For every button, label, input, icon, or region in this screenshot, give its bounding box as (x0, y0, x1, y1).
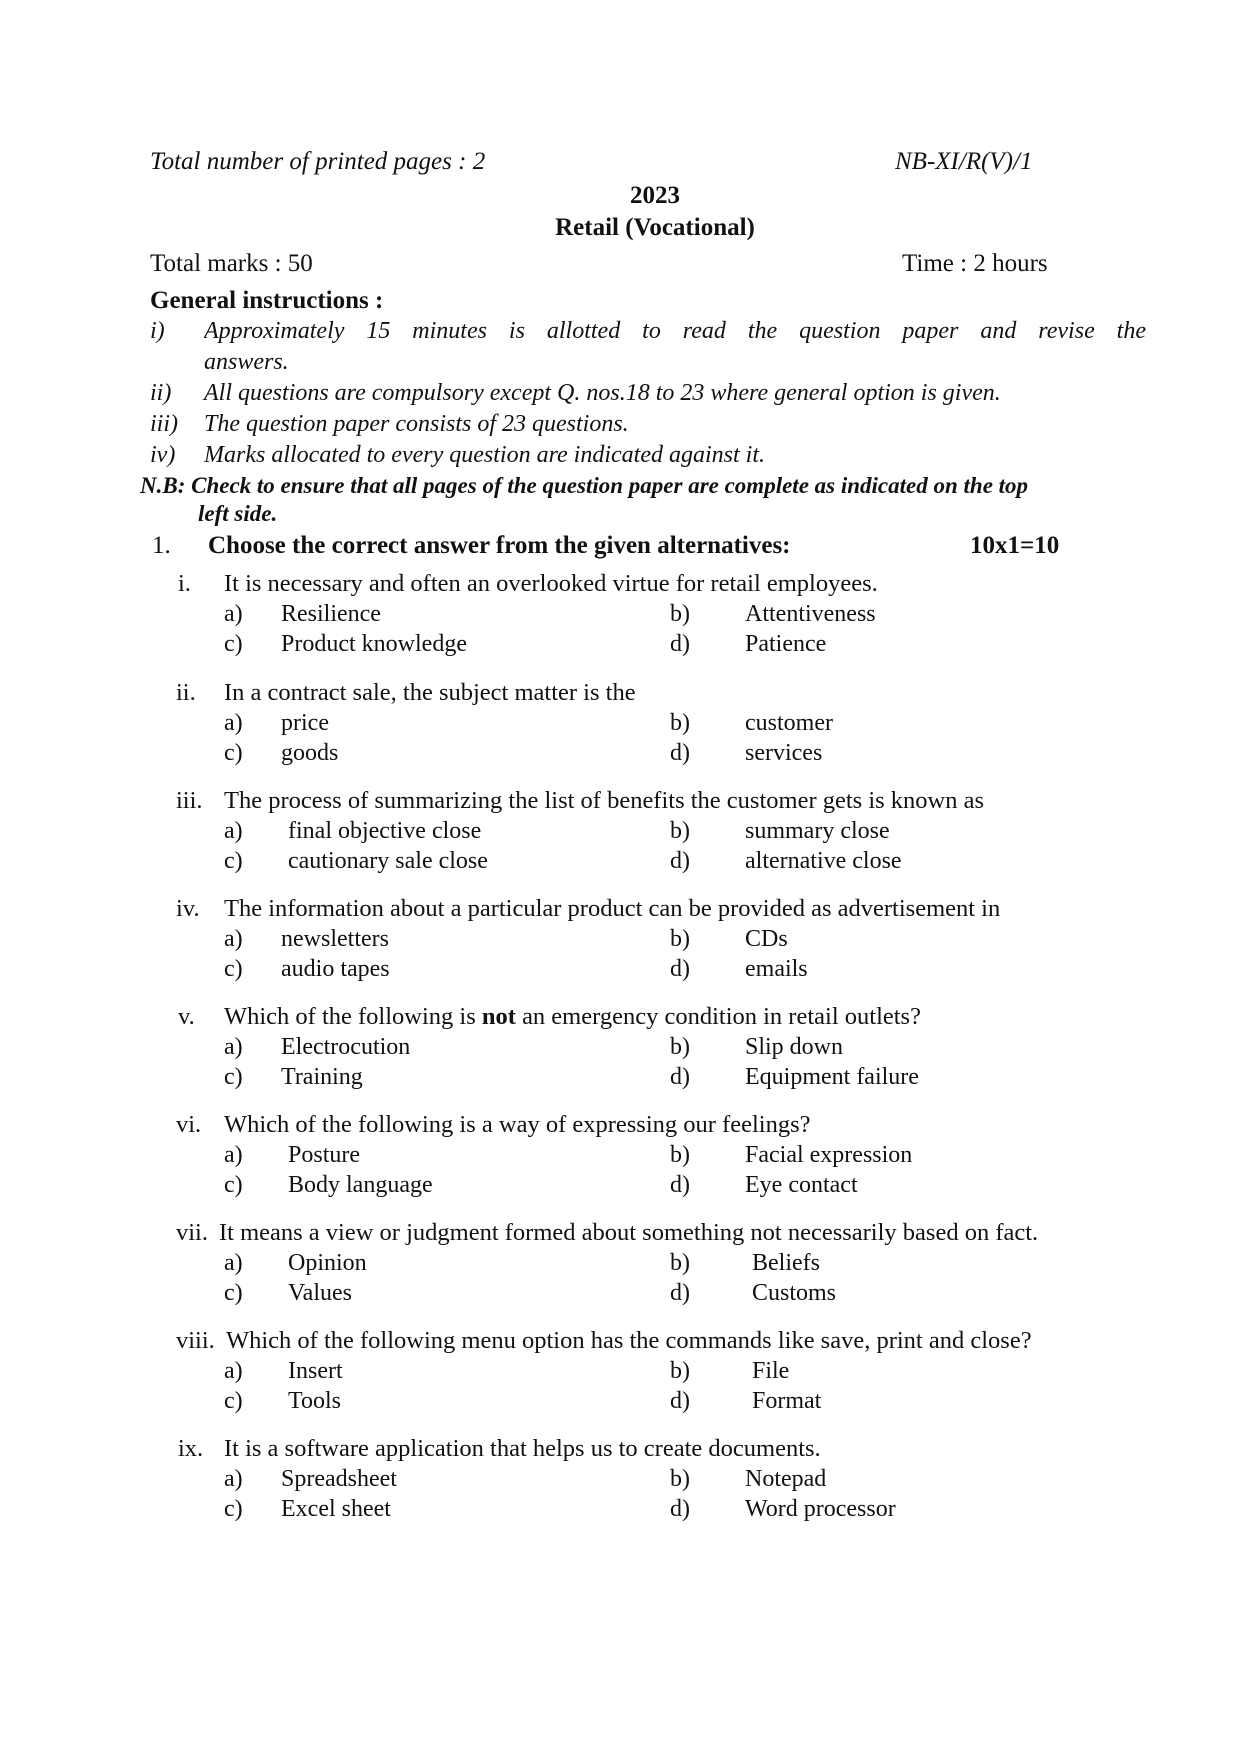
option-label: b) (670, 1034, 690, 1060)
option-label: b) (670, 1466, 690, 1492)
option-a: final objective close (288, 818, 482, 844)
option-d: Equipment failure (745, 1064, 919, 1090)
question-text: It means a view or judgment formed about something not necessarily based on fact. (219, 1219, 1039, 1246)
option-a: Posture (288, 1142, 360, 1168)
option-label: d) (670, 1280, 690, 1306)
option-label: c) (224, 631, 243, 657)
instruction-text: All questions are compulsory except Q. nos.18 to 23 where general option is given. (204, 380, 1001, 406)
question-number: ii. (176, 679, 196, 706)
option-label: a) (224, 1250, 243, 1276)
option-label: c) (224, 848, 243, 874)
option-a: newsletters (281, 926, 389, 952)
question-number: vii. (176, 1219, 208, 1246)
option-label: d) (670, 1064, 690, 1090)
instruction-text-continued: answers. (204, 349, 289, 375)
option-c: Excel sheet (281, 1496, 391, 1522)
question-number: vi. (176, 1111, 202, 1138)
option-label: c) (224, 740, 243, 766)
option-d: Word processor (745, 1496, 896, 1522)
option-c: audio tapes (281, 956, 390, 982)
option-d: Patience (745, 631, 827, 657)
question-text: Which of the following menu option has the commands like save, print and close? (226, 1327, 1032, 1354)
option-c: goods (281, 740, 339, 766)
option-a: Insert (288, 1358, 343, 1384)
section-number: 1. (152, 532, 171, 559)
option-label: a) (224, 1358, 243, 1384)
instruction-text: Marks allocated to every question are indicated against it. (204, 442, 765, 468)
option-label: c) (224, 1064, 243, 1090)
option-d: services (745, 740, 823, 766)
option-label: b) (670, 710, 690, 736)
option-d: Customs (752, 1280, 837, 1306)
option-label: d) (670, 631, 690, 657)
instruction-number: iv) (150, 442, 176, 468)
question-text: In a contract sale, the subject matter is the (224, 679, 636, 706)
option-b: Beliefs (752, 1250, 820, 1276)
option-label: d) (670, 956, 690, 982)
option-label: a) (224, 926, 243, 952)
option-label: b) (670, 1250, 690, 1276)
question-number: v. (178, 1003, 195, 1030)
instruction-text: The question paper consists of 23 questions. (204, 411, 629, 437)
option-label: a) (224, 601, 243, 627)
option-b: Notepad (745, 1466, 827, 1492)
option-label: a) (224, 1466, 243, 1492)
option-label: a) (224, 1142, 243, 1168)
question-number: viii. (176, 1327, 215, 1354)
question-text: The information about a particular product can be provided as advertisement in (224, 895, 1001, 922)
question-number: iv. (176, 895, 200, 922)
option-a: Spreadsheet (281, 1466, 397, 1492)
option-label: a) (224, 818, 243, 844)
time-allowed: Time : 2 hours (902, 250, 1048, 277)
option-b: customer (745, 710, 833, 736)
question-text: It is necessary and often an overlooked virtue for retail employees. (224, 570, 878, 597)
option-c: cautionary sale close (288, 848, 488, 874)
question-text-end: an emergency condition in retail outlets? (515, 1003, 921, 1030)
option-c: Training (281, 1064, 363, 1090)
option-label: c) (224, 1172, 243, 1198)
section-title: Choose the correct answer from the given alternatives: (208, 532, 791, 559)
option-label: b) (670, 818, 690, 844)
question-text: It is a software application that helps us to create documents. (224, 1435, 821, 1462)
option-label: c) (224, 1280, 243, 1306)
nb-note: N.B: Check to ensure that all pages of the question paper are complete as indicated on the top (140, 473, 1029, 498)
option-label: d) (670, 1496, 690, 1522)
option-label: b) (670, 601, 690, 627)
option-b: CDs (745, 926, 788, 952)
instructions-heading: General instructions : (150, 287, 384, 314)
option-b: Facial expression (745, 1142, 913, 1168)
option-d: emails (745, 956, 808, 982)
nb-note-continued: left side. (198, 501, 278, 526)
option-b: Attentiveness (745, 601, 876, 627)
option-c: Product knowledge (281, 631, 467, 657)
instruction-text: Approximately 15 minutes is allotted to read the question paper and revise the (204, 318, 1146, 344)
option-label: c) (224, 956, 243, 982)
option-label: b) (670, 1358, 690, 1384)
option-label: d) (670, 1388, 690, 1414)
total-marks: Total marks : 50 (150, 250, 313, 277)
option-c: Tools (288, 1388, 341, 1414)
option-label: b) (670, 926, 690, 952)
exam-year: 2023 (630, 182, 680, 209)
paper-code: NB-XI/R(V)/1 (895, 148, 1033, 175)
section-marks: 10x1=10 (970, 532, 1060, 559)
question-text: Which of the following is a way of expressing our feelings? (224, 1111, 811, 1138)
option-d: alternative close (745, 848, 902, 874)
option-label: a) (224, 1034, 243, 1060)
option-a: Electrocution (281, 1034, 411, 1060)
subject-title: Retail (Vocational) (555, 214, 755, 241)
option-c: Values (288, 1280, 352, 1306)
option-a: Resilience (281, 601, 381, 627)
option-label: d) (670, 740, 690, 766)
option-d: Format (752, 1388, 822, 1414)
question-number: iii. (176, 787, 203, 814)
option-label: c) (224, 1496, 243, 1522)
printed-pages-note: Total number of printed pages : 2 (150, 148, 486, 175)
option-a: price (281, 710, 329, 736)
option-d: Eye contact (745, 1172, 858, 1198)
instruction-number: ii) (150, 380, 172, 406)
question-number: i. (178, 570, 191, 597)
option-label: d) (670, 848, 690, 874)
option-label: b) (670, 1142, 690, 1168)
question-text-start: Which of the following is (224, 1003, 482, 1030)
instruction-number: iii) (150, 411, 178, 437)
option-b: summary close (745, 818, 890, 844)
option-a: Opinion (288, 1250, 367, 1276)
question-text-emphasis: not (481, 1003, 516, 1030)
instruction-number: i) (150, 318, 165, 344)
option-label: c) (224, 1388, 243, 1414)
question-text (224, 1003, 921, 1031)
question-text: The process of summarizing the list of benefits the customer gets is known as (224, 787, 985, 814)
option-b: Slip down (745, 1034, 844, 1060)
option-label: a) (224, 710, 243, 736)
option-label: d) (670, 1172, 690, 1198)
question-number: ix. (178, 1435, 204, 1462)
option-c: Body language (288, 1172, 433, 1198)
option-b: File (752, 1358, 790, 1384)
